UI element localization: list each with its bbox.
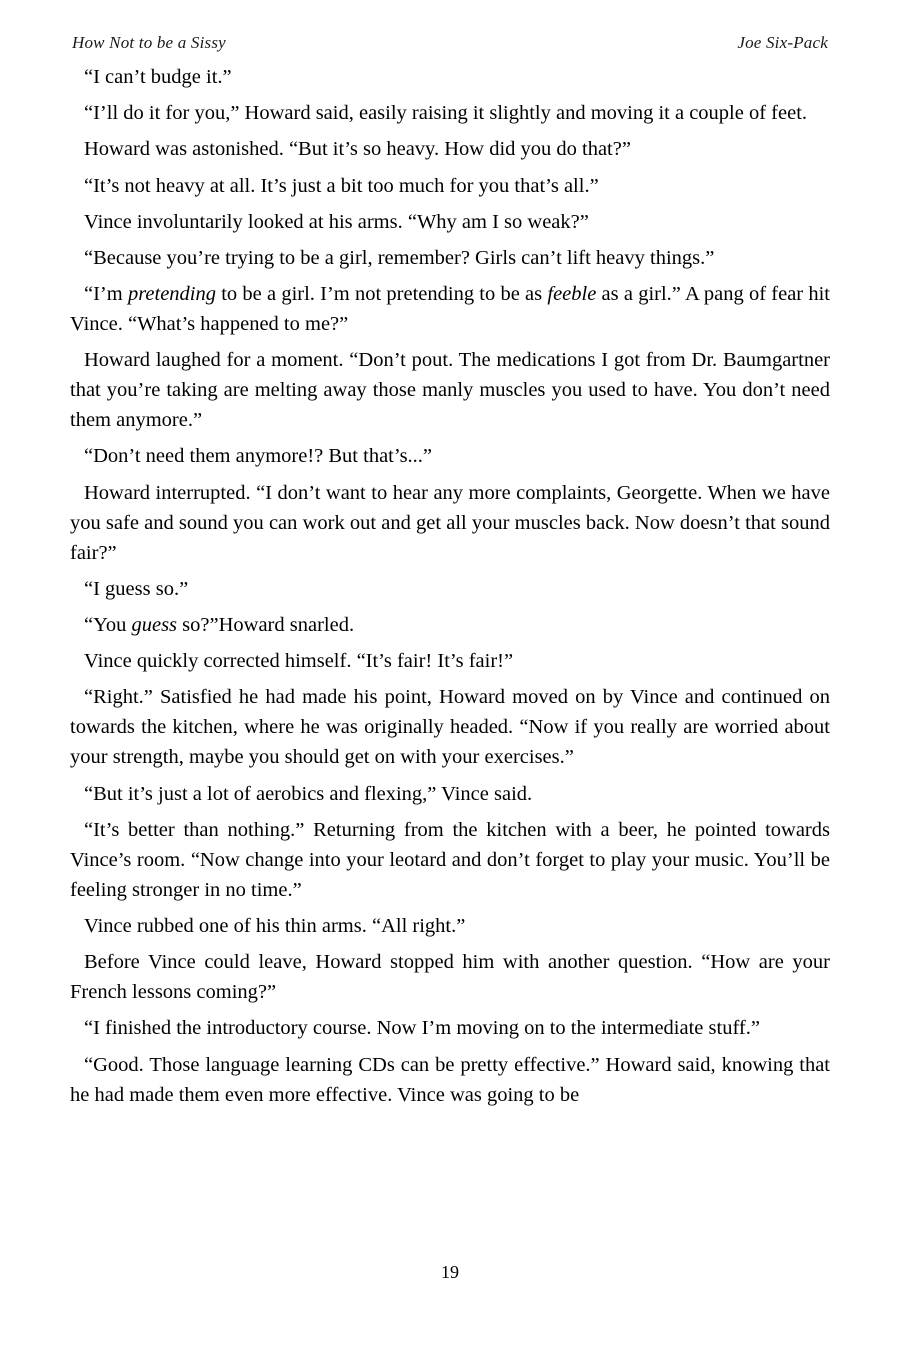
paragraph: “Because you’re trying to be a girl, remember? Girls can’t lift heavy things.” [84,246,715,269]
body-text [70,62,830,1110]
emphasis-text: feeble [547,283,597,306]
page-number: 19 [441,1262,459,1282]
paragraph: “I guess so.” [84,577,189,600]
running-head [72,33,828,53]
running-head-book-title: How Not to be a Sissy [72,33,226,52]
paragraph: “Good. Those language learning CDs can be pretty effective.” Howard said, knowing that he had made them even more effective. Vince was going to be [70,1053,830,1106]
paragraph: Howard laughed for a moment. “Don’t pout. The medications I got from Dr. Baumgartner that you’re taking are melting away those manly muscles you used to have. You don’t need them anymore.” [70,349,830,432]
paragraph: “I finished the introductory course. Now I’m moving on to the intermediate stuff.” [84,1017,760,1040]
paragraph: “Don’t need them anymore!? But that’s...” [84,445,433,468]
paragraph: Before Vince could leave, Howard stopped him with another question. “How are your French lessons coming?” [70,951,830,1004]
paragraph: Howard interrupted. “I don’t want to hear any more complaints, Georgette. When we have you safe and sound you can work out and get all your muscles back. Now doesn’t that sound fair?” [70,481,830,564]
paragraph: “I’ll do it for you,” Howard said, easily raising it slightly and moving it a couple of feet. [84,102,808,125]
paragraph: “But it’s just a lot of aerobics and flexing,” Vince said. [84,782,533,805]
paragraph: “It’s better than nothing.” Returning from the kitchen with a beer, he pointed towards Vince’s room. “Now change into your leotard and don’t forget to play your music. You’ll be feeling stronger in no time.” [70,818,830,901]
running-head-author: Joe Six-Pack [737,33,828,52]
paragraph: “You guess so?”Howard snarled. [84,614,355,637]
paragraph: “Right.” Satisfied he had made his point, Howard moved on by Vince and continued on towards the kitchen, where he was originally headed. “Now if you really are worried about your strength, maybe you should get on with your exercises.” [70,686,830,769]
emphasis-text: pretending [127,283,216,306]
paragraph: “I’m pretending to be a girl. I’m not pretending to be as feeble as a girl.” A pang of fear hit Vince. “What’s happened to me?” [70,283,831,336]
emphasis-text: guess [131,614,178,637]
paragraph: Vince rubbed one of his thin arms. “All right.” [84,915,466,938]
paragraph: Howard was astonished. “But it’s so heavy. How did you do that?” [84,138,631,161]
paragraph: Vince quickly corrected himself. “It’s fair! It’s fair!” [84,650,514,673]
paragraph: Vince involuntarily looked at his arms. “Why am I so weak?” [84,210,589,233]
paragraph: “I can’t budge it.” [84,66,232,88]
paragraph: “It’s not heavy at all. It’s just a bit too much for you that’s all.” [84,174,599,197]
